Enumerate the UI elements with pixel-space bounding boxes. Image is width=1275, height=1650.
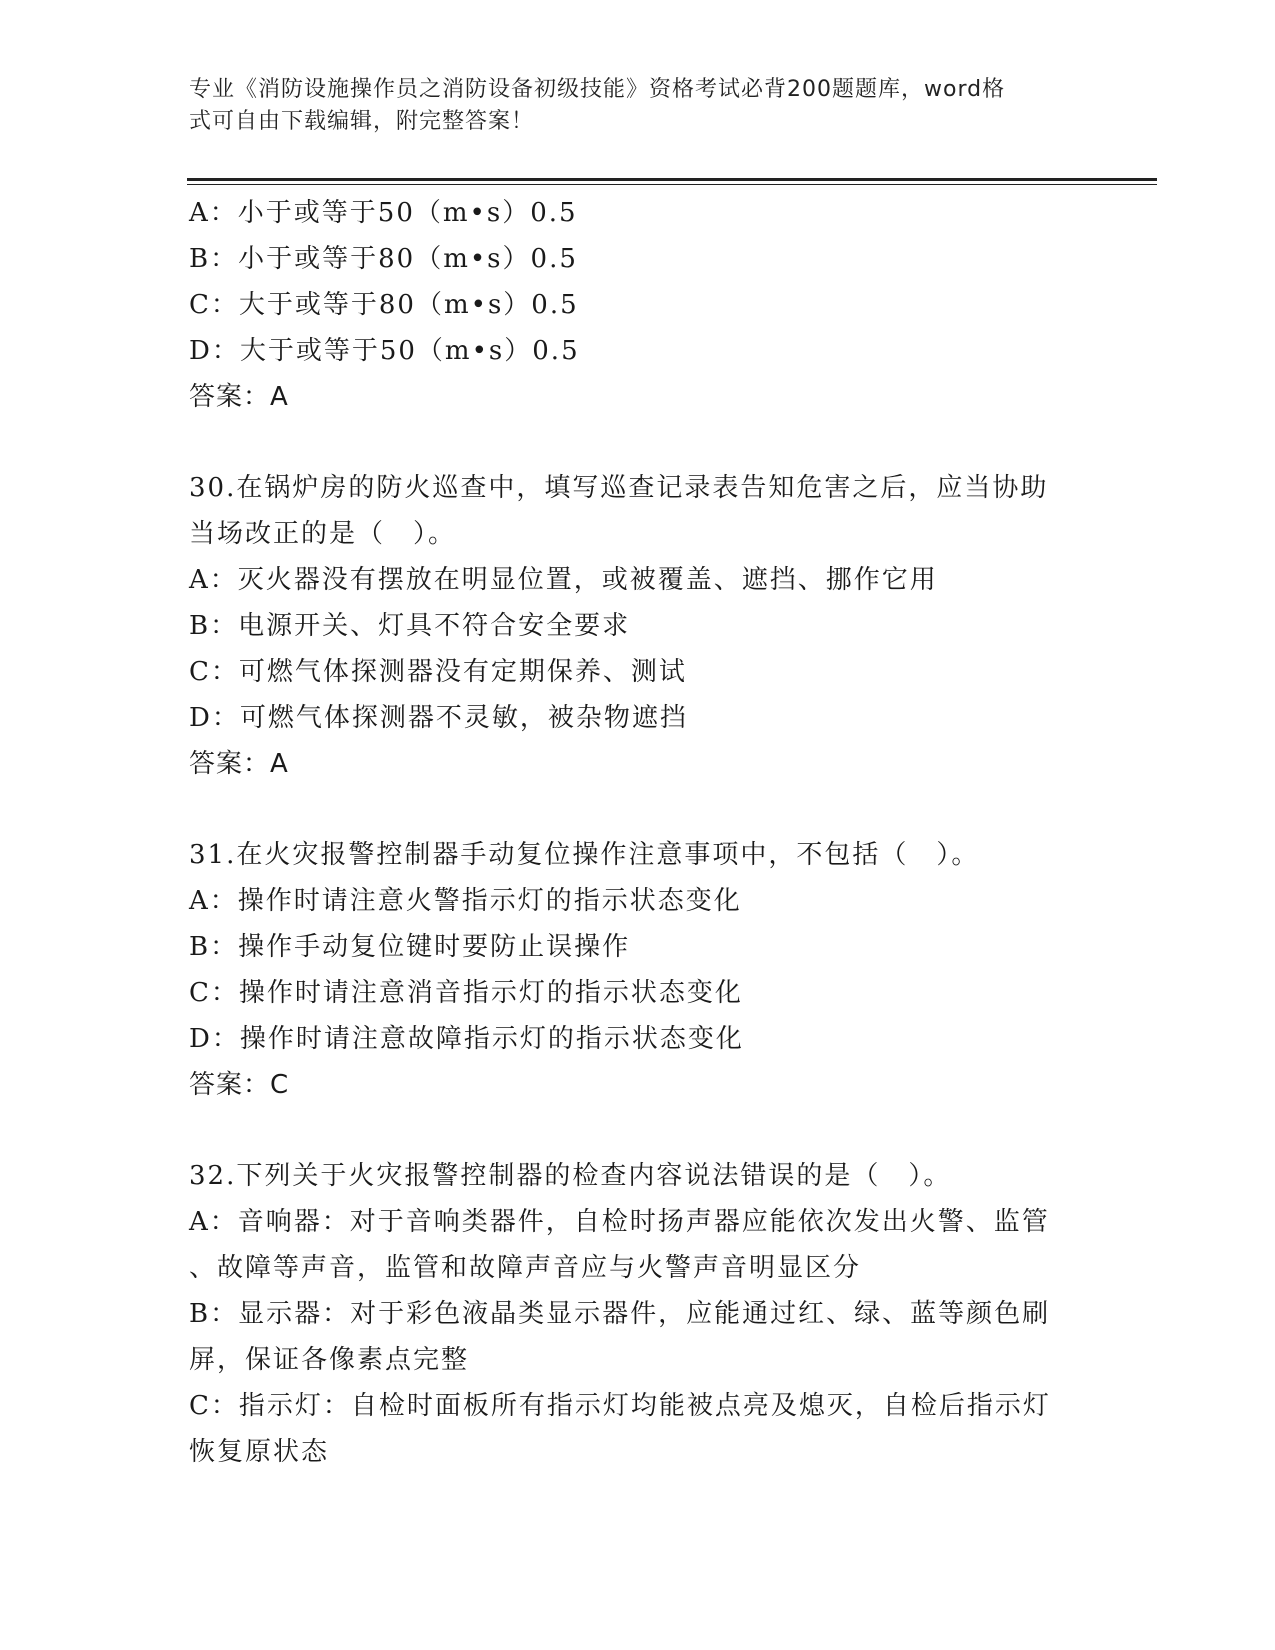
answer-value: C: [270, 1070, 290, 1100]
header-rule-thick: [187, 178, 1157, 181]
answer-label: 答案：: [189, 1070, 271, 1100]
answer-value: A: [270, 382, 289, 412]
option-b: B：小于或等于80（m•s）0.5: [189, 244, 578, 274]
question-stem: 当场改正的是（ ）。: [189, 519, 457, 549]
option-a-continued: 、故障等声音，监管和故障声音应与火警声音明显区分: [189, 1253, 862, 1283]
option-b: B：电源开关、灯具不符合安全要求: [189, 611, 631, 641]
question-stem: 32.下列关于火灾报警控制器的检查内容说法错误的是（ ）。: [189, 1161, 952, 1191]
option-a: A：操作时请注意火警指示灯的指示状态变化: [189, 886, 742, 916]
option-c: C：大于或等于80（m•s）0.5: [189, 290, 579, 320]
option-b: B：显示器：对于彩色液晶类显示器件，应能通过红、绿、蓝等颜色刷: [189, 1299, 1051, 1329]
answer-line: [189, 1062, 1089, 1108]
option-a: A：音响器：对于音响类器件，自检时扬声器应能依次发出火警、监管: [189, 1207, 1050, 1237]
answer-line: [189, 374, 1089, 420]
option-a: A：小于或等于50（m•s）0.5: [189, 198, 578, 228]
option-b: B：操作手动复位键时要防止误操作: [189, 932, 631, 962]
question-content: [189, 190, 1089, 1475]
option-c-continued: 恢复原状态: [189, 1437, 330, 1467]
question-stem: 31.在火灾报警控制器手动复位操作注意事项中，不包括（ ）。: [189, 840, 980, 870]
option-c: C：操作时请注意消音指示灯的指示状态变化: [189, 978, 743, 1008]
answer-line: [189, 741, 1089, 787]
option-d: D：大于或等于50（m•s）0.5: [189, 336, 580, 366]
option-d: D：操作时请注意故障指示灯的指示状态变化: [189, 1024, 744, 1054]
answer-value: A: [270, 749, 289, 779]
option-c: C：可燃气体探测器没有定期保养、测试: [189, 657, 687, 687]
question-stem: 30.在锅炉房的防火巡查中，填写巡查记录表告知危害之后，应当协助: [189, 473, 1049, 503]
question-29-options: [189, 190, 1089, 420]
header-rule-thin: [187, 184, 1157, 185]
answer-label: 答案：: [189, 382, 271, 412]
document-header: [189, 74, 1069, 138]
question-30: [189, 465, 1089, 787]
option-a: A：灭火器没有摆放在明显位置，或被覆盖、遮挡、挪作它用: [189, 565, 938, 595]
option-d: D：可燃气体探测器不灵敏，被杂物遮挡: [189, 703, 688, 733]
question-32: [189, 1153, 1089, 1475]
option-b-continued: 屏，保证各像素点完整: [189, 1345, 470, 1375]
header-line-1: 专业《消防设施操作员之消防设备初级技能》资格考试必背200题题库，word格: [189, 77, 1006, 102]
answer-label: 答案：: [189, 749, 271, 779]
question-31: [189, 832, 1089, 1108]
header-line-2: 式可自由下载编辑，附完整答案！: [189, 109, 535, 134]
option-c: C：指示灯：自检时面板所有指示灯均能被点亮及熄灭，自检后指示灯: [189, 1391, 1051, 1421]
